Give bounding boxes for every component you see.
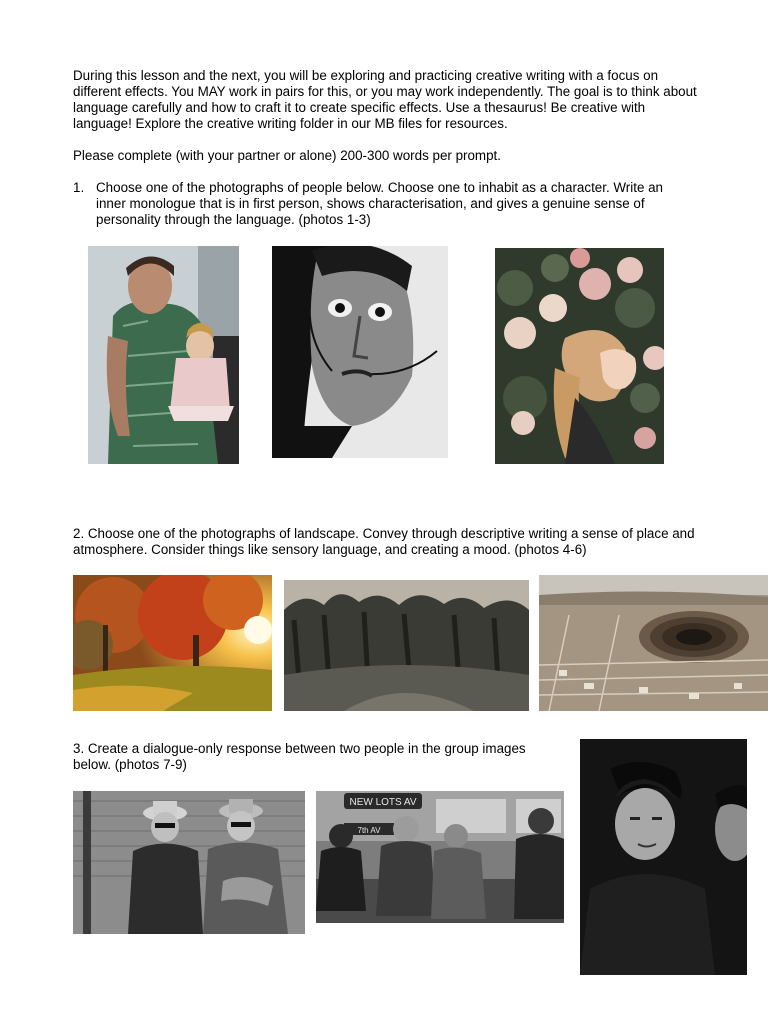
photo-open-pit-mine: [539, 575, 768, 711]
prompt3-text: 3. Create a dialogue-only response between two people in the group images below. (photos 7-9): [73, 741, 526, 772]
photo-overgrown-forest: [284, 580, 529, 711]
photo-man-with-moustache: [272, 246, 448, 458]
photo-young-man-portrait: [580, 739, 747, 975]
intro-paragraph: During this lesson and the next, you will be exploring and practicing creative writing with a focus on different effects. You MAY work in pairs for this, or you may work independently. The goal is to think about language carefully and how to craft it to create specific effects. Use a thesaurus! Be creative with language! Explore the creative writing folder in our MB files for resources.: [73, 68, 697, 131]
photo-two-elderly-women: [73, 791, 305, 934]
photo-elderly-woman-with-doll: [88, 246, 239, 464]
prompt2-text: 2. Choose one of the photographs of landscape. Convey through descriptive writing a sense of place and atmosphere. Consider things like sensory language, and creating a mood. (photos 4-6): [73, 526, 695, 557]
prompt1-text: Choose one of the photographs of people below. Choose one to inhabit as a character. Write an inner monologue that is in first person, shows characterisation, and gives a genuine sense of personality through the language. (photos 1-3): [96, 180, 664, 227]
photo-autumn-park: [73, 575, 272, 711]
subway-sign-text: NEW LOTS AV: [349, 797, 417, 808]
subway-sign-text-2: 7th AV: [357, 826, 381, 835]
photo-woman-among-roses: [495, 248, 664, 464]
prompt1-number: 1.: [73, 180, 85, 195]
instruction-paragraph: Please complete (with your partner or alone) 200-300 words per prompt.: [73, 148, 501, 163]
photo-subway-group: [316, 791, 564, 923]
